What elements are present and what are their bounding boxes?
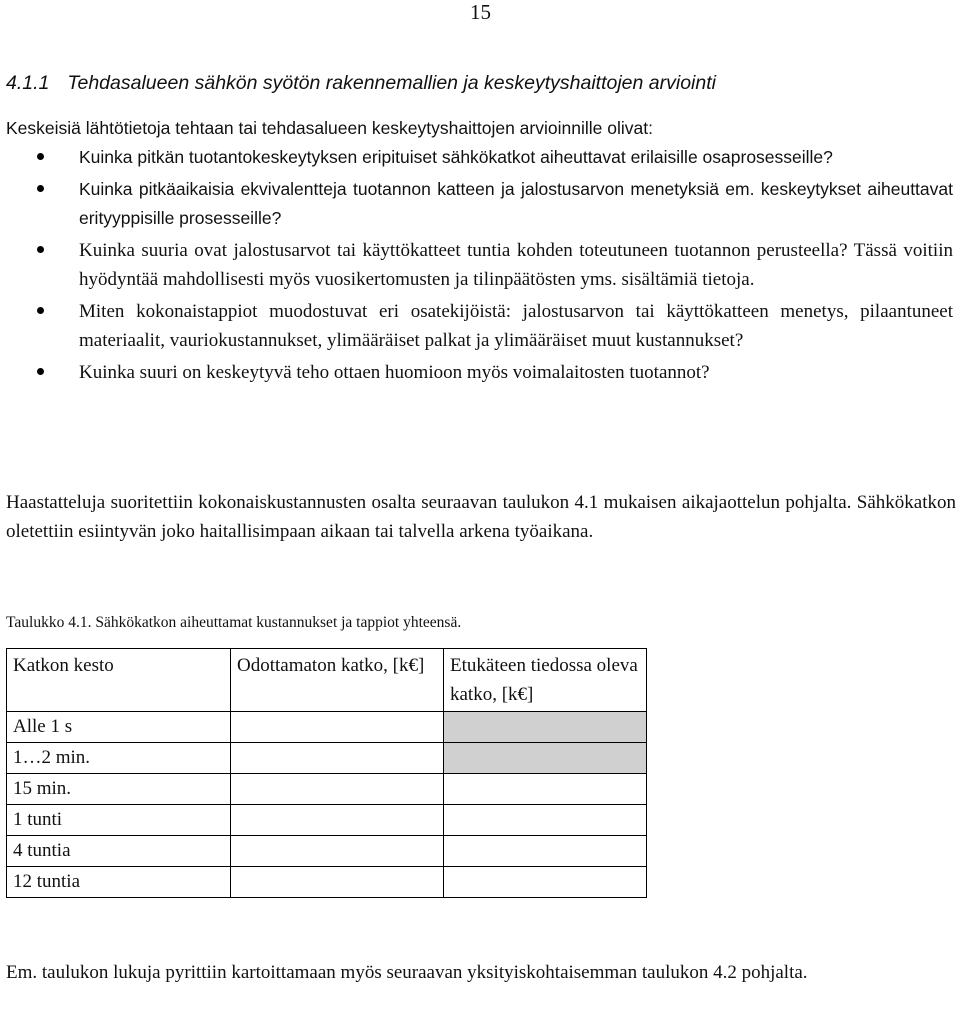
list-item-text: Kuinka pitkäaikaisia ekvivalentteja tuotannon katteen ja jalostusarvon menetyksiä em. keskeytykset aiheuttavat erityyppisille prosesseille? xyxy=(79,179,953,228)
question-list xyxy=(0,143,960,390)
table-cell xyxy=(231,712,444,743)
list-item-text: Miten kokonaistappiot muodostuvat eri osatekijöistä: jalostusarvon tai käyttökatteen menetys, pilaantuneet materiaalit, vauriokustannukset, ylimääräiset palkat ja ylimääräiset muut kustannukset? xyxy=(79,301,953,351)
table-cell xyxy=(231,774,444,805)
bullet-icon xyxy=(37,307,44,314)
table-row xyxy=(7,836,647,867)
list-item xyxy=(0,236,953,294)
table-cell: 1 tunti xyxy=(7,805,231,836)
list-item xyxy=(0,358,953,387)
table-cell-shaded xyxy=(444,712,647,743)
paragraph-interviews: Haastatteluja suoritettiin kokonaiskustannusten osalta seuraavan taulukon 4.1 mukaisen aikajaottelun pohjalta. Sähkökatkon oletettiin esiintyvän joko haitallisimpaan aikaan tai talvella arkena työaikana. xyxy=(6,492,956,542)
table-cell-shaded xyxy=(444,743,647,774)
section-title: Tehdasalueen sähkön syötön rakennemallien ja keskeytyshaittojen arviointi xyxy=(67,72,716,94)
header-unexpected: Odottamaton katko, [k€] xyxy=(231,649,444,712)
section-heading xyxy=(6,70,956,96)
section-number: 4.1.1 xyxy=(6,72,50,94)
header-duration: Katkon kesto xyxy=(7,649,231,712)
bullet-icon xyxy=(37,368,44,375)
table-cell: Alle 1 s xyxy=(7,712,231,743)
header-known-in-advance: Etukäteen tiedossa oleva katko, [k€] xyxy=(444,649,647,712)
bullet-icon xyxy=(37,185,44,192)
list-item-text: Kuinka suuri on keskeytyvä teho ottaen huomioon myös voimalaitosten tuotannot? xyxy=(79,362,710,383)
list-item xyxy=(0,297,953,355)
table-cell xyxy=(444,836,647,867)
table-row xyxy=(7,867,647,898)
table-cell: 15 min. xyxy=(7,774,231,805)
table-row xyxy=(7,712,647,743)
paragraph-followup: Em. taulukon lukuja pyrittiin kartoittamaan myös seuraavan yksityiskohtaisemman taulukon 4.2 pohjalta. xyxy=(6,962,808,983)
table-cell: 12 tuntia xyxy=(7,867,231,898)
table-row xyxy=(7,805,647,836)
table-cell: 4 tuntia xyxy=(7,836,231,867)
table-cell xyxy=(231,743,444,774)
table-row xyxy=(7,743,647,774)
list-item-text: Kuinka suuria ovat jalostusarvot tai käyttökatteet tuntia kohden toteutuneen tuotannon perusteella? Tässä voitiin hyödyntää mahdollisesti myös vuosikertomusten ja tilinpäätösten yms. sisältämiä tietoja. xyxy=(79,240,953,290)
table-cell xyxy=(444,867,647,898)
table-header-row xyxy=(7,649,647,712)
intro-text: Keskeisiä lähtötietoja tehtaan tai tehdasalueen keskeytyshaittojen arvioinnille olivat: xyxy=(6,118,653,138)
table-cell xyxy=(444,774,647,805)
cost-table xyxy=(6,648,647,898)
list-item xyxy=(0,143,953,172)
table-caption: Taulukko 4.1. Sähkökatkon aiheuttamat kustannukset ja tappiot yhteensä. xyxy=(6,614,462,631)
table-cell xyxy=(444,805,647,836)
page-number: 15 xyxy=(470,0,491,24)
bullet-icon xyxy=(37,246,44,253)
table-cell: 1…2 min. xyxy=(7,743,231,774)
list-item xyxy=(0,175,953,233)
table-cell xyxy=(231,836,444,867)
list-item-text: Kuinka pitkän tuotantokeskeytyksen eripituiset sähkökatkot aiheuttavat erilaisille osaprosesseille? xyxy=(79,147,833,167)
table-cell xyxy=(231,805,444,836)
table-row xyxy=(7,774,647,805)
bullet-icon xyxy=(37,153,44,160)
table-cell xyxy=(231,867,444,898)
